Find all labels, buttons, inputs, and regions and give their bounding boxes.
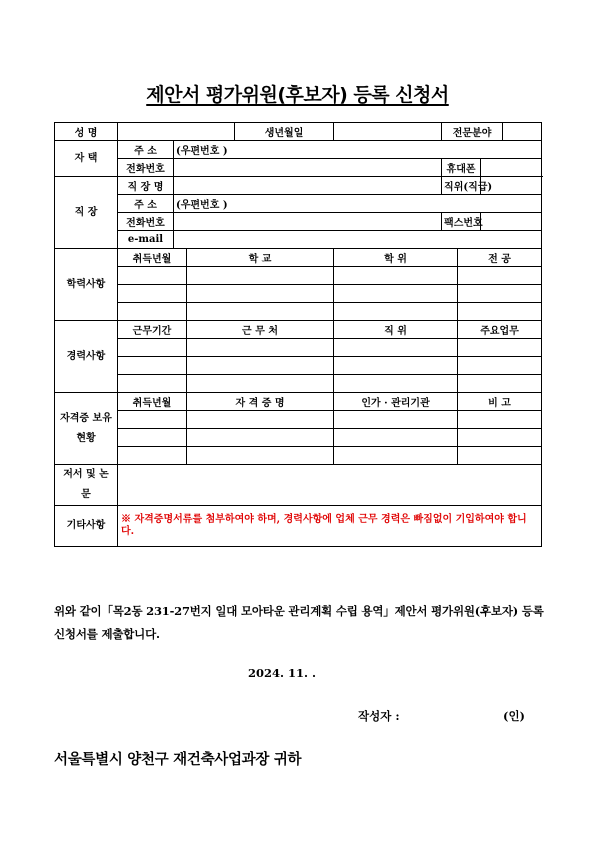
table-cell[interactable] (458, 267, 542, 285)
table-cell[interactable] (334, 285, 458, 303)
date-text: 2024. 11. . (248, 666, 317, 680)
fax-field[interactable] (481, 213, 542, 231)
work-phone-field[interactable] (174, 213, 442, 231)
work-address-label: 주 소 (118, 195, 174, 213)
publications-label: 저서 및 논문 (55, 465, 118, 506)
certificate-header: 취득년월 (118, 393, 187, 411)
certificate-row (55, 411, 542, 429)
signer-label: 작성자 : (358, 709, 400, 723)
education-section-label: 학력사항 (55, 249, 118, 321)
career-row (55, 375, 542, 393)
fax-label: 팩스번호 (442, 213, 481, 231)
certificate-row (55, 447, 542, 465)
career-row (55, 339, 542, 357)
education-header: 학 위 (334, 249, 458, 267)
table-cell[interactable] (118, 375, 187, 393)
table-cell[interactable] (118, 303, 187, 321)
table-cell[interactable] (118, 267, 187, 285)
other-label: 기타사항 (55, 506, 118, 547)
application-form-table (54, 122, 542, 547)
addressee-text: 서울특별시 양천구 재건축사업과장 귀하 (54, 752, 302, 768)
table-cell[interactable] (458, 339, 542, 357)
home-address-label: 주 소 (118, 141, 174, 159)
table-cell[interactable] (118, 447, 187, 465)
table-cell[interactable] (458, 285, 542, 303)
job-position-label: 직위(직급) (442, 177, 481, 195)
table-cell[interactable] (187, 357, 334, 375)
table-cell[interactable] (187, 339, 334, 357)
work-phone-label: 전화번호 (118, 213, 174, 231)
name-field[interactable] (118, 123, 235, 141)
specialty-label: 전문분야 (442, 123, 503, 141)
table-cell[interactable] (458, 447, 542, 465)
home-section-label: 자 택 (55, 141, 118, 177)
certificate-header: 자 격 증 명 (187, 393, 334, 411)
certificate-header: 비 고 (458, 393, 542, 411)
table-cell[interactable] (118, 429, 187, 447)
career-header: 직 위 (334, 321, 458, 339)
other-note: ※ 자격증명서류를 첨부하여야 하며, 경력사항에 업체 근무 경력은 빠짐없이 기입하여야 합니다. (118, 506, 542, 547)
table-cell[interactable] (187, 267, 334, 285)
table-cell[interactable] (118, 411, 187, 429)
table-cell[interactable] (118, 285, 187, 303)
name-label: 성 명 (55, 123, 118, 141)
work-section-label: 직 장 (55, 177, 118, 249)
birth-label: 생년월일 (235, 123, 334, 141)
table-cell[interactable] (334, 375, 458, 393)
education-row (55, 267, 542, 285)
publications-field[interactable] (118, 465, 542, 506)
table-cell[interactable] (334, 303, 458, 321)
career-header: 주요업무 (458, 321, 542, 339)
specialty-field[interactable] (503, 123, 542, 141)
home-phone-label: 전화번호 (118, 159, 174, 177)
email-field[interactable] (174, 231, 542, 249)
table-cell[interactable] (187, 429, 334, 447)
table-cell[interactable] (458, 375, 542, 393)
table-cell[interactable] (187, 285, 334, 303)
table-cell[interactable] (334, 411, 458, 429)
mobile-field[interactable] (481, 159, 542, 177)
table-cell[interactable] (118, 339, 187, 357)
education-row (55, 285, 542, 303)
career-header: 근 무 처 (187, 321, 334, 339)
table-cell[interactable] (334, 429, 458, 447)
table-cell[interactable] (334, 267, 458, 285)
career-header: 근무기간 (118, 321, 187, 339)
birth-field[interactable] (334, 123, 442, 141)
certificate-section-label: 자격증 보유현황 (55, 393, 118, 465)
table-cell[interactable] (187, 375, 334, 393)
document-title: 제안서 평가위원(후보자) 등록 신청서 (146, 84, 449, 106)
table-cell[interactable] (458, 429, 542, 447)
seal-label: (인) (503, 709, 525, 723)
table-cell[interactable] (187, 447, 334, 465)
table-cell[interactable] (118, 357, 187, 375)
certificate-header: 인가 · 관리기관 (334, 393, 458, 411)
table-cell[interactable] (458, 357, 542, 375)
table-cell[interactable] (334, 339, 458, 357)
company-field[interactable] (174, 177, 442, 195)
mobile-label: 휴대폰 (442, 159, 481, 177)
education-header: 전 공 (458, 249, 542, 267)
education-header: 취득년월 (118, 249, 187, 267)
home-phone-field[interactable] (174, 159, 442, 177)
company-label: 직 장 명 (118, 177, 174, 195)
education-row (55, 303, 542, 321)
table-cell[interactable] (334, 357, 458, 375)
certificate-row (55, 429, 542, 447)
table-cell[interactable] (187, 411, 334, 429)
table-cell[interactable] (458, 303, 542, 321)
career-section-label: 경력사항 (55, 321, 118, 393)
education-header: 학 교 (187, 249, 334, 267)
table-cell[interactable] (458, 411, 542, 429)
table-cell[interactable] (334, 447, 458, 465)
table-cell[interactable] (187, 303, 334, 321)
career-row (55, 357, 542, 375)
statement-text: 위와 같이「목2동 231-27번지 일대 모아타운 관리계획 수립 용역」제안서 평가위원(후보자) 등록 신청서를 제출합니다. (54, 604, 544, 641)
email-label: e-mail (118, 231, 174, 249)
home-address-field[interactable]: (우편번호 ) (174, 141, 542, 159)
work-address-field[interactable]: (우편번호 ) (174, 195, 542, 213)
